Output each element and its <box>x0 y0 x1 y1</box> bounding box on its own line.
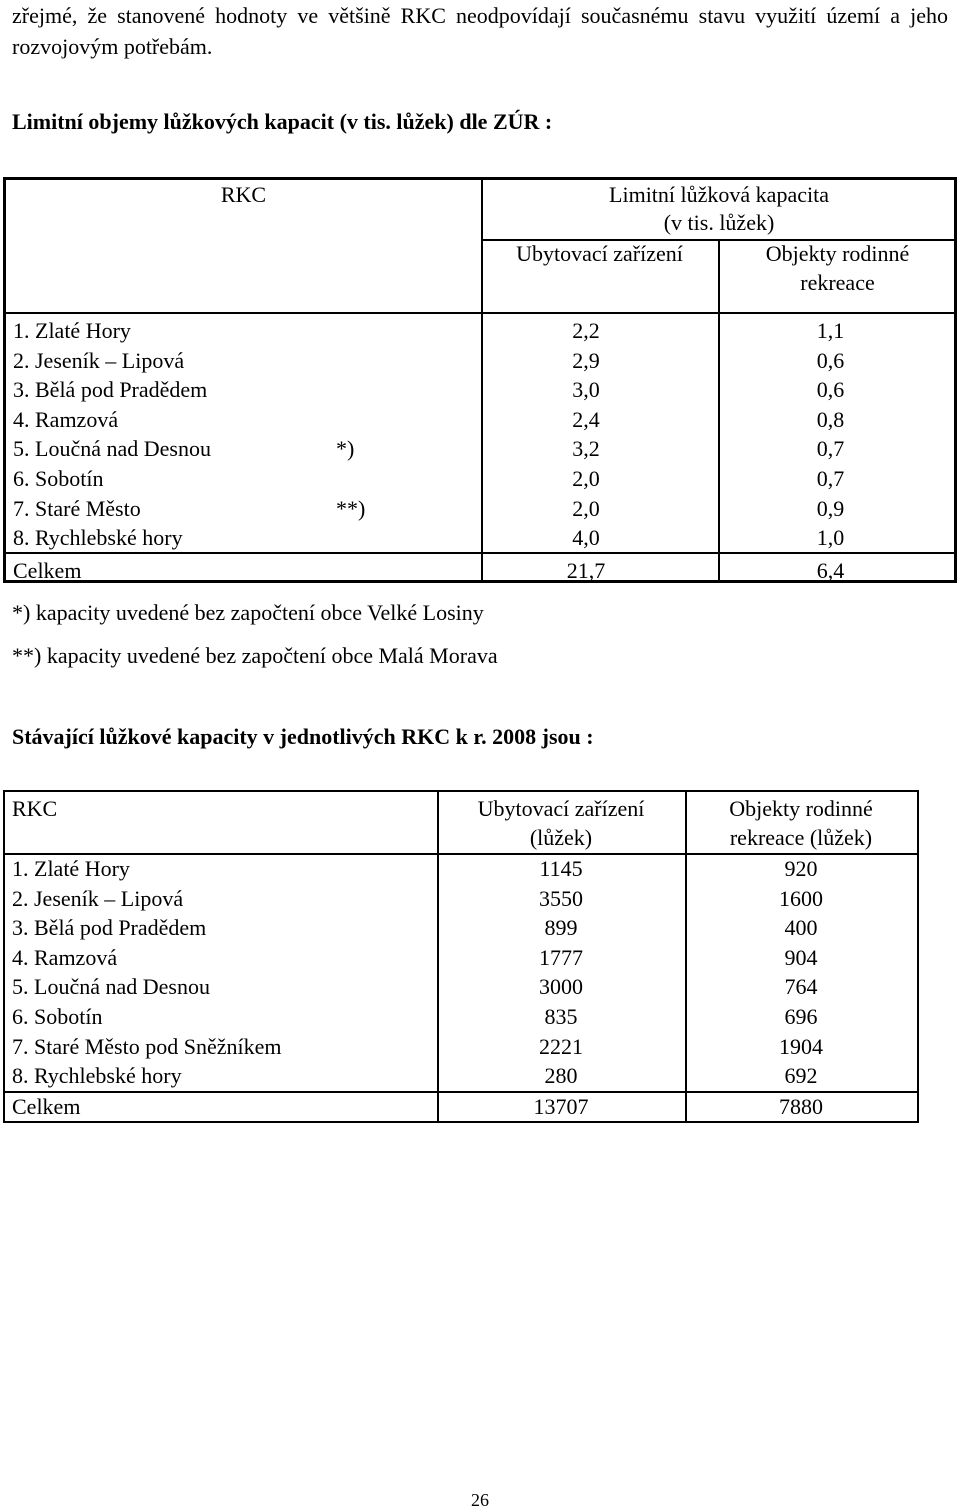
row-name: 5. Loučná nad Desnou <box>12 974 210 1000</box>
header-col2-line2: rekreace (lůžek) <box>729 825 873 850</box>
row-col1-value: 2,0 <box>572 495 600 521</box>
total-label: Celkem <box>12 1094 81 1119</box>
header-rkc: RKC <box>12 796 58 821</box>
row-name: 8. Rychlebské hory <box>12 1063 182 1089</box>
footnote-1: *) kapacity uvedené bez započtení obce Velké Losiny <box>12 600 484 625</box>
row-col1-value: 2221 <box>539 1033 583 1059</box>
row-name: 1. Zlaté Hory <box>13 318 131 343</box>
row-name: 8. Rychlebské hory <box>13 525 183 551</box>
header-col1: Ubytovací zařízení <box>516 241 683 266</box>
row-footnote-mark: *) <box>336 436 355 462</box>
header-col2-line1: Objekty rodinné <box>765 241 910 266</box>
header-group-line1: Limitní lůžková kapacita <box>609 182 829 207</box>
row-col2-value: 0,9 <box>816 495 845 521</box>
row-col1-value: 2,2 <box>572 318 600 343</box>
row-col2-value: 920 <box>784 856 818 881</box>
row-col2-value: 0,7 <box>816 466 845 491</box>
table2-heading: Stávající lůžkové kapacity v jednotlivých RKC k r. 2008 jsou : <box>12 724 594 749</box>
header-col2-line1: Objekty rodinné <box>729 796 873 821</box>
row-col1-value: 3,0 <box>572 377 600 403</box>
total-label: Celkem <box>13 558 82 583</box>
row-col2-value: 696 <box>784 1004 818 1029</box>
total-col2: 7880 <box>779 1094 823 1119</box>
row-col2-value: 0,7 <box>816 436 845 462</box>
total-col2: 6,4 <box>816 558 845 583</box>
row-col1-value: 899 <box>544 915 578 941</box>
row-col2-value: 400 <box>784 915 818 941</box>
row-col2-value: 1904 <box>779 1033 823 1059</box>
header-col2-line2: rekreace <box>800 270 875 295</box>
row-name: 5. Loučná nad Desnou <box>13 436 211 462</box>
total-col1: 13707 <box>533 1094 589 1119</box>
row-footnote-mark: **) <box>336 495 366 521</box>
row-name: 6. Sobotín <box>12 1004 103 1029</box>
row-name: 3. Bělá pod Pradědem <box>12 915 207 941</box>
row-col2-value: 764 <box>784 974 818 1000</box>
row-col2-value: 1,1 <box>816 318 845 343</box>
row-name: 2. Jeseník – Lipová <box>13 347 185 373</box>
row-col2-value: 1600 <box>779 885 823 911</box>
row-col1-value: 280 <box>544 1063 578 1089</box>
intro-paragraph: zřejmé, že stanovené hodnoty ve většině RKC neodpovídají současnému stavu využití území a jeho rozvojovým potřebám. <box>12 3 948 59</box>
row-col1-value: 2,0 <box>572 466 600 491</box>
row-col1-value: 2,4 <box>572 406 600 432</box>
row-name: 2. Jeseník – Lipová <box>12 885 184 911</box>
row-col1-value: 4,0 <box>572 525 600 551</box>
row-col1-value: 835 <box>544 1004 578 1029</box>
table1-divider <box>6 312 954 314</box>
row-col2-value: 0,6 <box>816 377 845 403</box>
header-group-line2: (v tis. lůžek) <box>663 210 775 235</box>
limit-capacity-table <box>3 177 957 583</box>
row-col1-value: 3,2 <box>572 436 600 462</box>
row-col1-value: 1145 <box>539 856 583 881</box>
header-col1-line2: (lůžek) <box>529 825 593 850</box>
current-capacity-table <box>3 790 919 1123</box>
header-col1-line1: Ubytovací zařízení <box>477 796 645 821</box>
footnote-2: **) kapacity uvedené bez započtení obce Malá Morava <box>12 643 498 668</box>
row-col1-value: 2,9 <box>572 347 600 373</box>
row-name: 3. Bělá pod Pradědem <box>13 377 208 403</box>
row-col2-value: 0,6 <box>816 347 845 373</box>
header-rkc: RKC <box>220 182 267 207</box>
row-name: 4. Ramzová <box>13 406 119 432</box>
row-name: 7. Staré Město pod Sněžníkem <box>12 1033 282 1059</box>
page-number: 26 <box>471 1490 489 1510</box>
row-col2-value: 0,8 <box>816 406 845 432</box>
row-col2-value: 904 <box>784 944 818 970</box>
row-col2-value: 1,0 <box>816 525 845 551</box>
table1-heading: Limitní objemy lůžkových kapacit (v tis. lůžek) dle ZÚR : <box>12 109 553 134</box>
row-col1-value: 3000 <box>539 974 583 1000</box>
row-name: 4. Ramzová <box>12 944 118 970</box>
row-col1-value: 1777 <box>539 944 583 970</box>
row-col1-value: 3550 <box>539 885 583 911</box>
total-col1: 21,7 <box>566 558 606 583</box>
row-name: 1. Zlaté Hory <box>12 856 130 881</box>
row-col2-value: 692 <box>784 1063 818 1089</box>
row-name: 6. Sobotín <box>13 466 104 491</box>
row-name: 7. Staré Město <box>13 495 141 521</box>
